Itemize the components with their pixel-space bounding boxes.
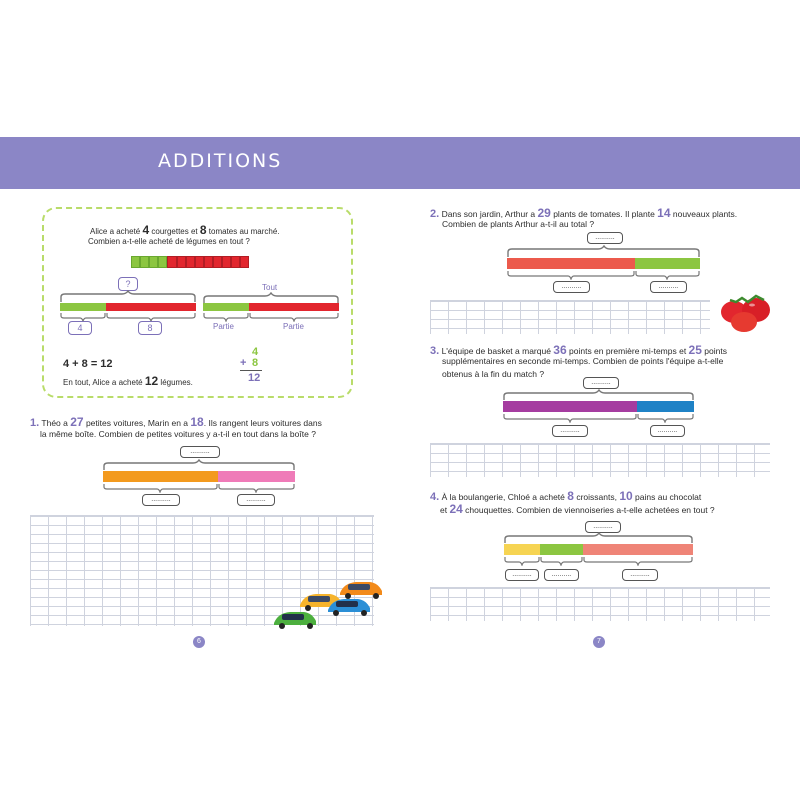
problem-4-bar-a: [504, 544, 540, 555]
problem-3-total-box[interactable]: ..........: [583, 377, 619, 389]
problem-3-part-a-box[interactable]: ..........: [552, 425, 588, 437]
unknown-box: ?: [118, 277, 138, 291]
problem-2-bar-a: [507, 258, 635, 269]
problem-4-brace-a: [504, 556, 540, 566]
label-box-4: 4: [68, 321, 92, 335]
problem-1-brace-b: [218, 483, 295, 493]
column-middle: 8: [252, 357, 259, 369]
problem-4-line2: et 24 chouquettes. Combien de viennoiseries a-t-elle achetées en tout ?: [440, 502, 715, 516]
cube-bar: [131, 256, 269, 268]
problem-1-total-box[interactable]: ..........: [180, 446, 220, 458]
label-tout: Tout: [262, 283, 278, 292]
problem-2-part-a-box[interactable]: ..........: [553, 281, 590, 293]
bar-part-green: [60, 303, 106, 311]
problem-4-part-a-box[interactable]: ..........: [505, 569, 539, 581]
column-result: 12: [248, 372, 261, 384]
problem-1-line2: la même boîte. Combien de petites voitures y a-t-il en tout dans la boîte ?: [40, 429, 316, 439]
problem-3-line3: obtenus à la fin du match ?: [442, 369, 545, 379]
column-top: 4: [252, 346, 259, 358]
problem-1-brace-a: [103, 483, 218, 493]
example-question-line2: Combien a-t-elle acheté de légumes en tout ?: [88, 237, 250, 246]
problem-2-bar-b: [635, 258, 700, 269]
label-partie-2: Partie: [283, 322, 304, 331]
car-green-icon: [274, 612, 316, 629]
problem-3-part-b-box[interactable]: ..........: [650, 425, 685, 437]
page-title: ADDITIONS: [158, 150, 283, 172]
column-line: [240, 370, 262, 371]
problem-3-top-brace: [503, 389, 694, 401]
header-banner: [0, 137, 800, 189]
problem-4-part-b-box[interactable]: ..........: [544, 569, 579, 581]
example-answer: En tout, Alice a acheté 12 légumes.: [63, 374, 193, 388]
bar-part-red: [106, 303, 196, 311]
problem-4-part-c-box[interactable]: ..........: [622, 569, 658, 581]
label-partie-1: Partie: [213, 322, 234, 331]
problem-3-grid[interactable]: [430, 443, 770, 477]
problem-3-bar-a: [503, 401, 637, 412]
column-plus: +: [240, 357, 247, 369]
problem-2-grid[interactable]: [430, 300, 710, 334]
problem-1-line1: 1. Théo a 27 petites voitures, Marin en a 18. Ils rangent leurs voitures dans: [30, 415, 322, 429]
problem-4-top-brace: [504, 532, 693, 544]
bar-partie-green: [203, 303, 249, 311]
problem-2-line2: Combien de plants Arthur a-t-il au total ?: [442, 219, 595, 229]
problem-4-line1: 4. À la boulangerie, Chloé a acheté 8 croissants, 10 pains au chocolat: [430, 489, 702, 503]
toy-cars-illustration: [272, 575, 384, 631]
problem-4-bar-b: [540, 544, 583, 555]
tomatoes-illustration: [712, 288, 776, 334]
problem-4-brace-b: [540, 556, 583, 566]
problem-2-brace-a: [507, 270, 635, 280]
problem-3-brace-b: [637, 413, 694, 423]
top-brace-left: [60, 290, 196, 304]
problem-4-grid[interactable]: [430, 587, 770, 621]
problem-4-bar-c: [583, 544, 693, 555]
problem-1-top-brace: [103, 459, 295, 471]
banner-notch: [400, 189, 800, 195]
label-box-8: 8: [138, 321, 162, 335]
tomato-icon: [721, 296, 770, 332]
problem-3-brace-a: [503, 413, 637, 423]
problem-1-part-a-box[interactable]: ..........: [142, 494, 180, 506]
problem-3-line2: supplémentaires en seconde mi-temps. Combien de points l'équipe a-t-elle: [442, 356, 724, 366]
bottom-brace-partie1: [203, 312, 249, 322]
problem-2-total-box[interactable]: ..........: [587, 232, 623, 244]
bar-partie-red: [249, 303, 339, 311]
car-orange-icon: [340, 582, 382, 599]
problem-2-part-b-box[interactable]: ..........: [650, 281, 687, 293]
problem-1-part-b-box[interactable]: ..........: [237, 494, 275, 506]
page-number-right: 7: [593, 636, 605, 648]
page-number-left: 6: [193, 636, 205, 648]
problem-3-line1: 3. L'équipe de basket a marqué 36 points en première mi-temps et 25 points: [430, 343, 727, 357]
problem-2-line1: 2. Dans son jardin, Arthur a 29 plants de tomates. Il plante 14 nouveaux plants.: [430, 206, 738, 220]
problem-2-top-brace: [507, 245, 700, 258]
problem-1-bar-a: [103, 471, 218, 482]
example-equation: 4 + 8 = 12: [63, 358, 113, 370]
example-question-line1: Alice a acheté 4 courgettes et 8 tomates au marché.: [90, 223, 280, 237]
problem-4-brace-c: [583, 556, 693, 566]
problem-3-bar-b: [637, 401, 694, 412]
problem-4-total-box[interactable]: ..........: [585, 521, 621, 533]
problem-2-brace-b: [635, 270, 700, 280]
problem-1-bar-b: [218, 471, 295, 482]
bottom-brace-partie2: [249, 312, 339, 322]
